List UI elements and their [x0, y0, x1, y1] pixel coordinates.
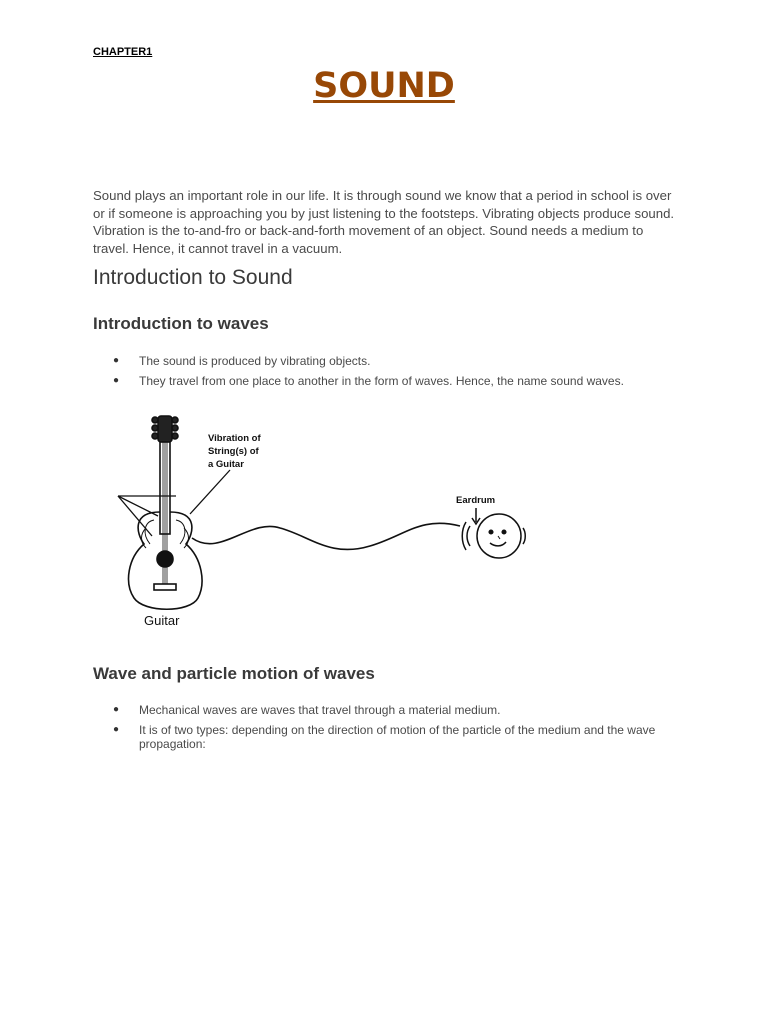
heading-wave-particle-motion: Wave and particle motion of waves: [93, 664, 375, 683]
list-item-text: They travel from one place to another in the form of waves. Hence, the name sound waves.: [139, 373, 624, 388]
heading-introduction-to-waves: Introduction to waves: [93, 314, 269, 333]
bullet-icon: ●: [113, 374, 120, 386]
heading-introduction-to-sound: Introduction to Sound: [93, 266, 293, 289]
bullet-icon: ●: [113, 355, 120, 366]
bullet-icon: ●: [113, 723, 120, 735]
bullet-icon: ●: [113, 704, 120, 715]
list-item: [113, 374, 673, 389]
list-item: [113, 703, 673, 718]
waves-bullet-list: [113, 354, 673, 393]
page-title-text: SOUND: [313, 66, 455, 106]
listener-head-icon: [462, 508, 525, 558]
list-item-text: It is of two types: depending on the direction of motion of the particle of the medium and the wave propagation:: [139, 722, 656, 751]
vibration-label-line1: Vibration of: [208, 433, 261, 444]
intro-paragraph: Sound plays an important role in our life. It is through sound we know that a period in school is over or if someone is approaching you by just listening to the footsteps. Vibrating objects produce sound. Vibration is the to-and-fro or back-and-forth movement of an object. Sound needs a medium to travel. Hence, it cannot travel in a vacuum.: [93, 188, 675, 256]
eardrum-label: Eardrum: [456, 495, 496, 506]
list-item: [113, 723, 673, 752]
motion-bullet-list: [113, 703, 673, 757]
guitar-label: Guitar: [144, 613, 180, 628]
list-item-text: Mechanical waves are waves that travel through a material medium.: [139, 703, 501, 717]
vibration-label-line2: String(s) of: [208, 446, 259, 457]
page-title: [0, 66, 768, 106]
sound-wave-line: [192, 523, 460, 549]
chapter-label: CHAPTER1: [93, 46, 153, 58]
vibration-label-line3: a Guitar: [208, 459, 244, 470]
guitar-sound-wave-figure: [110, 408, 540, 633]
list-item-text: The sound is produced by vibrating objects.: [139, 354, 371, 368]
list-item: [113, 354, 673, 369]
